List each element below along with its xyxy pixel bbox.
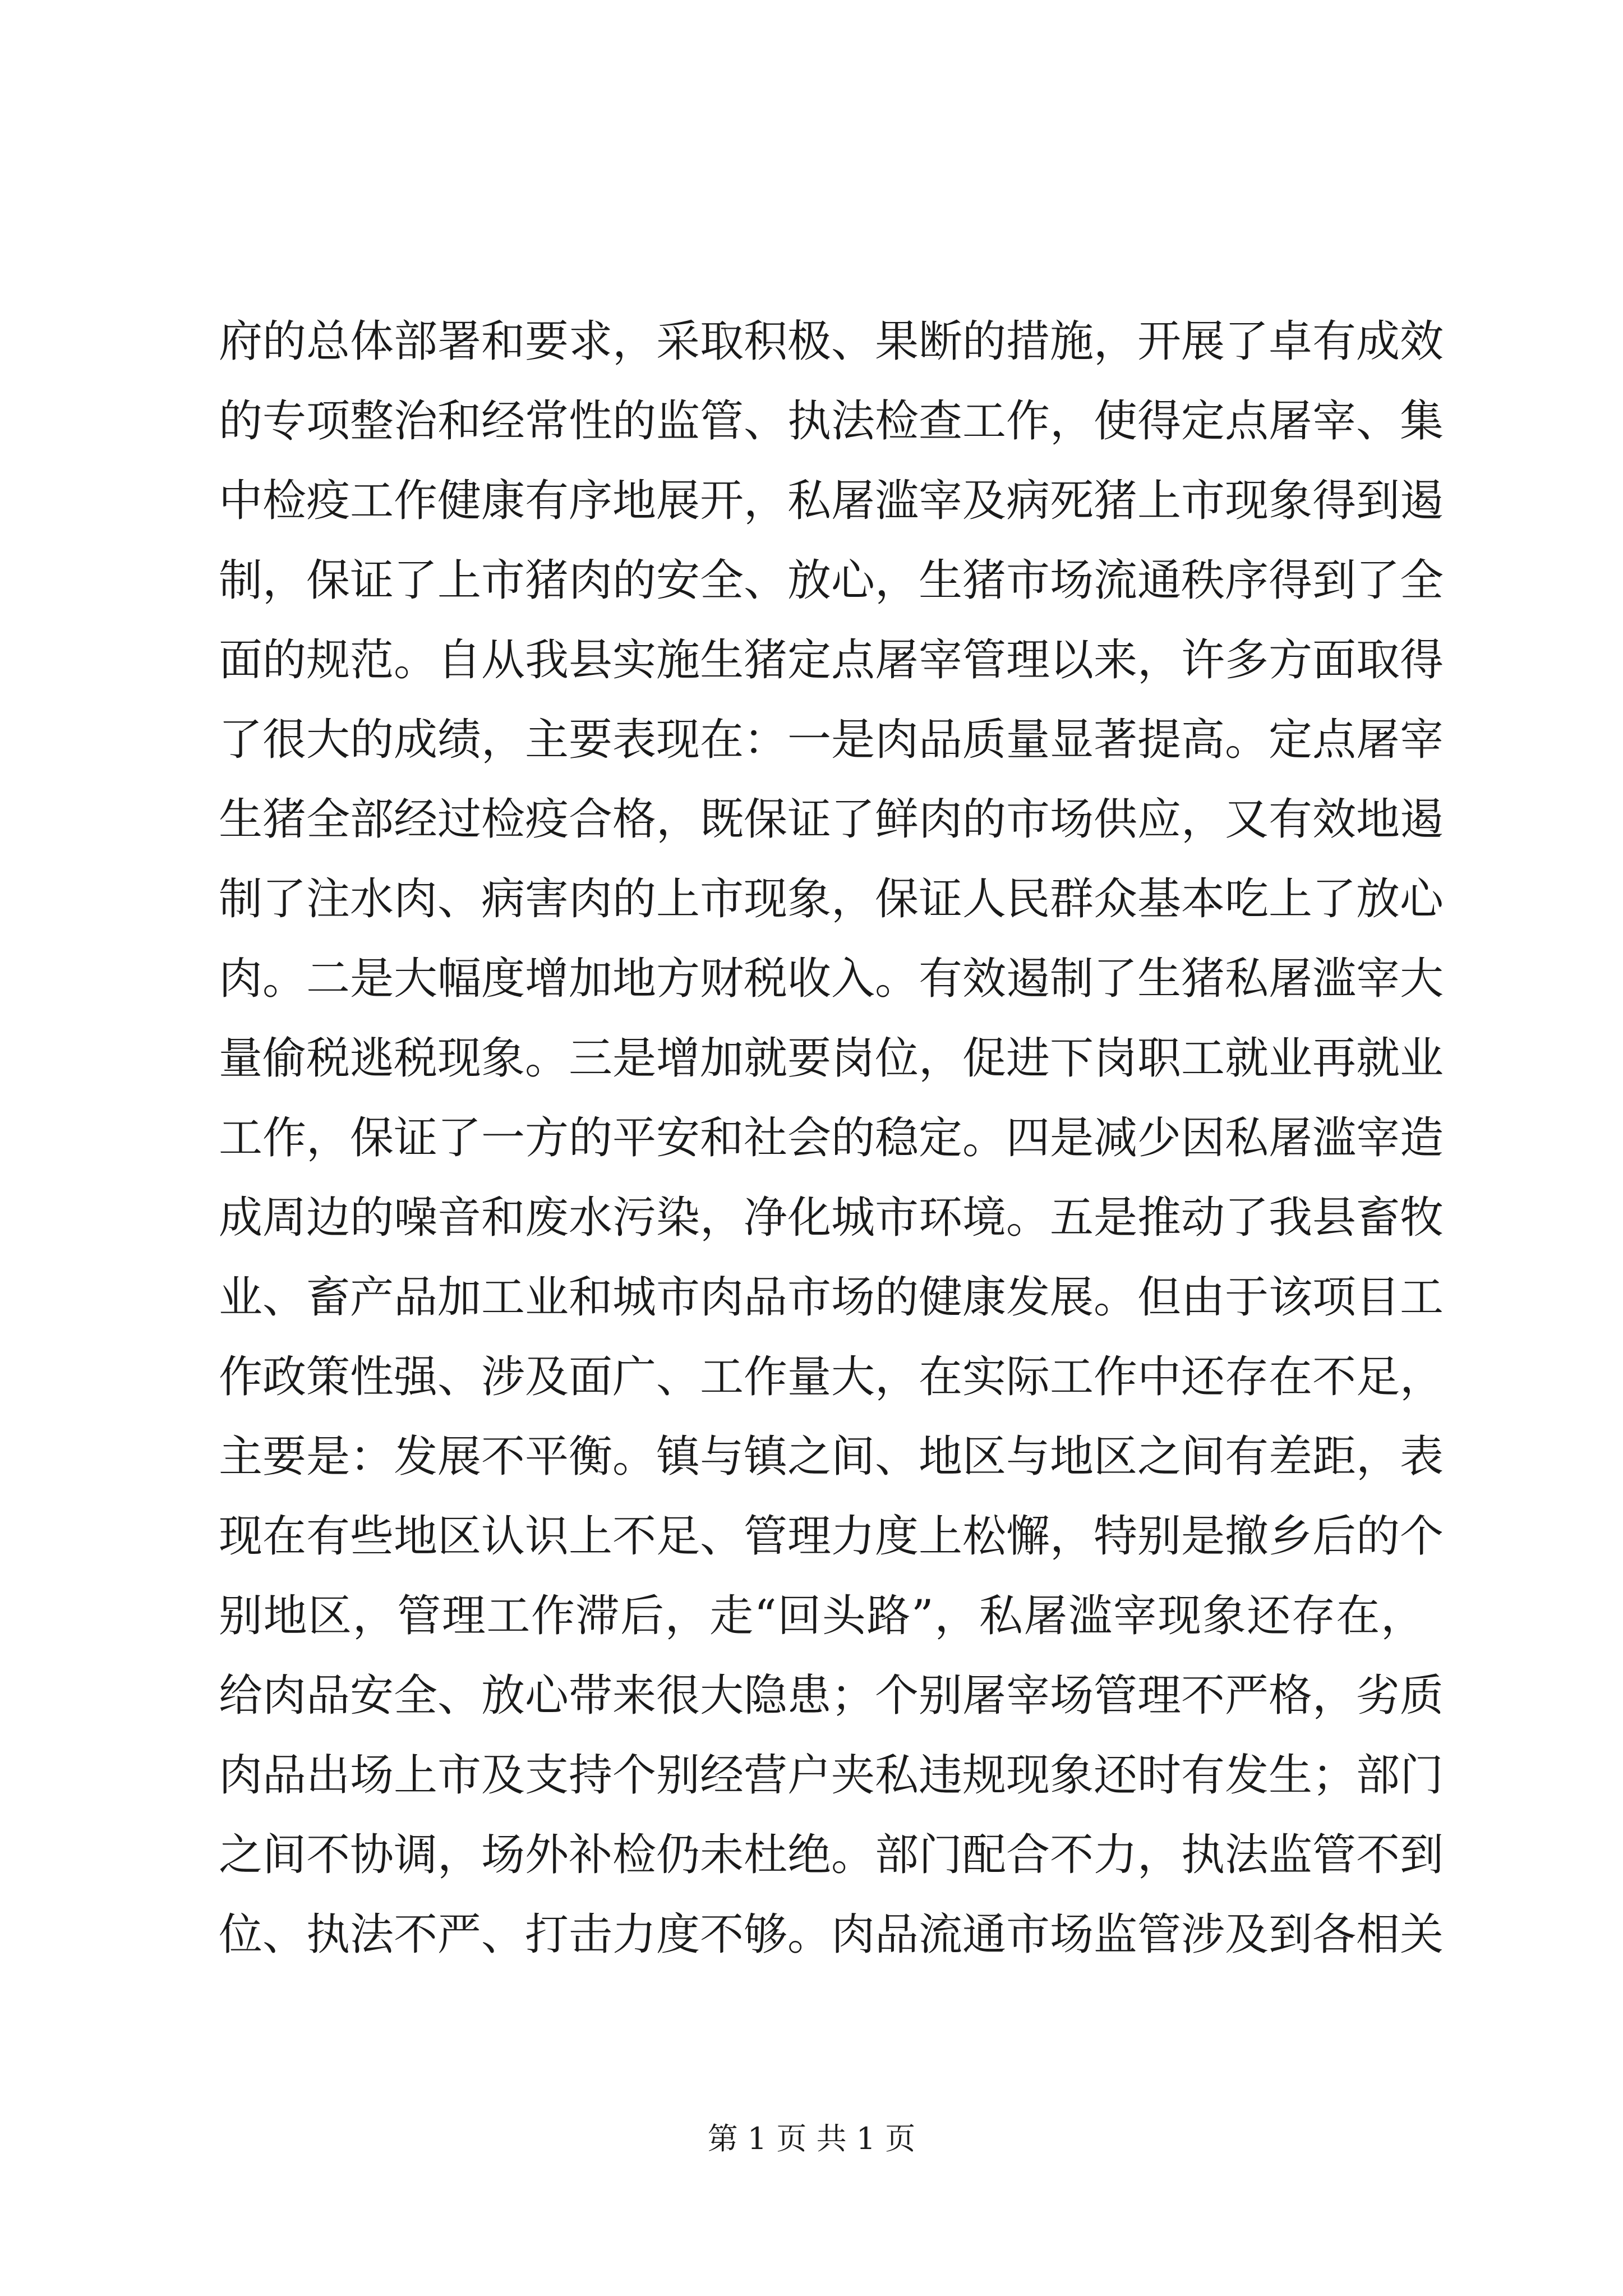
text-line: 中检疫工作健康有序地展开，私屠滥宰及病死猪上市现象得到遏 xyxy=(219,476,1444,526)
text-line: 的专项整治和经常性的监管、执法检查工作，使得定点屠宰、集 xyxy=(219,396,1444,447)
text-line: 作政策性强、涉及面广、工作量大，在实际工作中还存在不足， xyxy=(219,1352,1444,1402)
text-line: 主要是：发展不平衡。镇与镇之间、地区与地区之间有差距，表 xyxy=(219,1432,1444,1482)
text-line: 给肉品安全、放心带来很大隐患；个别屠宰场管理不严格，劣质 xyxy=(219,1671,1444,1721)
text-line: 制了注水肉、病害肉的上市现象，保证人民群众基本吃上了放心 xyxy=(219,874,1444,924)
page-footer xyxy=(0,2115,1623,2158)
body-paragraph xyxy=(219,302,1444,1975)
text-line: 面的规范。自从我县实施生猪定点屠宰管理以来，许多方面取得 xyxy=(219,635,1444,685)
text-line: 位、执法不严、打击力度不够。肉品流通市场监管涉及到各相关 xyxy=(219,1910,1444,1960)
page-number-label: 第 1 页 共 1 页 xyxy=(707,2121,916,2156)
text-line: 之间不协调，场外补检仍未杜绝。部门配合不力，执法监管不到 xyxy=(219,1830,1444,1880)
text-line: 成周边的噪音和废水污染，净化城市环境。五是推动了我县畜牧 xyxy=(219,1193,1444,1243)
text-line: 生猪全部经过检疫合格，既保证了鲜肉的市场供应，又有效地遏 xyxy=(219,794,1444,845)
text-line: 工作，保证了一方的平安和社会的稳定。四是减少因私屠滥宰造 xyxy=(219,1113,1444,1163)
text-line: 现在有些地区认识上不足、管理力度上松懈，特别是撤乡后的个 xyxy=(219,1511,1444,1562)
text-line: 别地区，管理工作滞后，走“回头路”，私屠滥宰现象还存在， xyxy=(219,1591,1424,1641)
text-line: 量偷税逃税现象。三是增加就要岗位，促进下岗职工就业再就业 xyxy=(219,1033,1444,1084)
text-line: 肉。二是大幅度增加地方财税收入。有效遏制了生猪私屠滥宰大 xyxy=(219,954,1444,1004)
text-line: 肉品出场上市及支持个别经营户夹私违规现象还时有发生；部门 xyxy=(219,1750,1444,1801)
text-line: 府的总体部署和要求，采取积极、果断的措施，开展了卓有成效 xyxy=(219,316,1444,367)
text-line: 制，保证了上市猪肉的安全、放心，生猪市场流通秩序得到了全 xyxy=(219,555,1444,606)
text-line: 了很大的成绩，主要表现在：一是肉品质量显著提高。定点屠宰 xyxy=(219,715,1444,765)
text-line: 业、畜产品加工业和城市肉品市场的健康发展。但由于该项目工 xyxy=(219,1272,1444,1323)
